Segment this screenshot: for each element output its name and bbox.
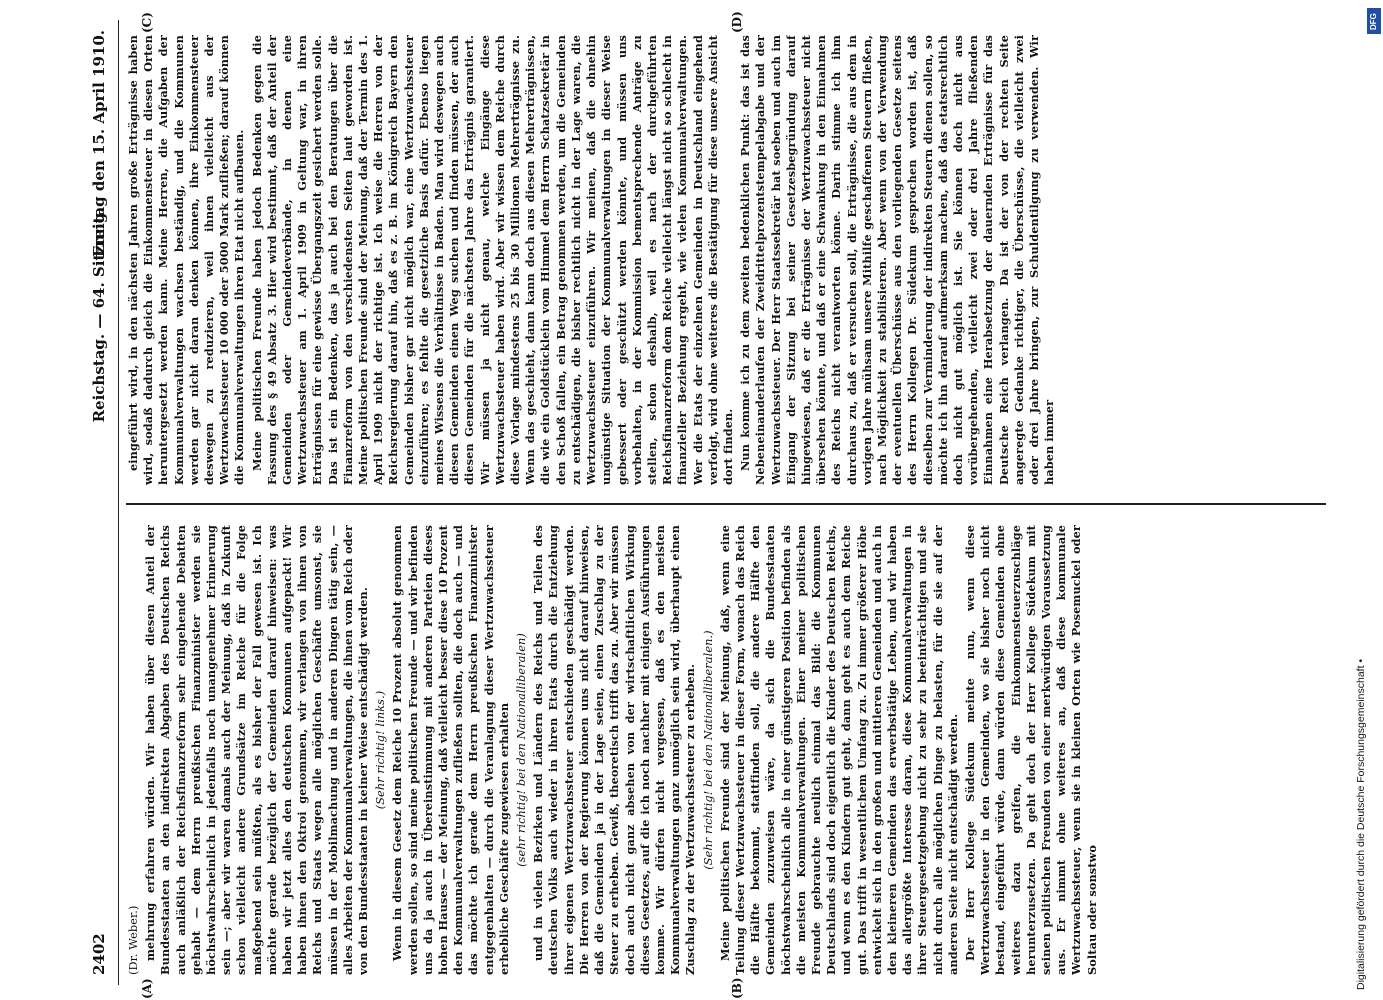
- paragraph: Meine politischen Freunde haben jedoch Bedenken gegen die Fassung des § 49 Absatz 3. Hier wird bestimmt, daß der Anteil der Gemeinden oder Gemeindeverbände, in denen eine Wertzuwachssteuer am 1. April 1909 in Geltung war, in ihren Erträgnissen für eine gewisse Übergangszeit gesichert werden solle. Das ist ein Bedenken, das ja auch bei den Beratungen über die Finanzreform von den verschiedensten Seiten laut geworden ist. Meine politischen Freunde sind der Meinung, daß der Termin des 1. April 1909 nicht der richtige ist. Ich weise die Herren von der Reichsregierung darauf hin, daß es z. B. im Königreich Bayern den Gemeinden bisher gar nicht möglich war, eine Wertzuwachssteuer einzuführen; es fehlte die gesetzliche Basis dafür. Ebenso liegen meines Wissens die Verhältnisse in Baden. Man wird deswegen auch diesen Gemeinden einen Weg suchen und finden müssen, der auch diesen Gemeinden für die nächsten Jahre das Erträgnis garantiert. Wir müssen ja nicht genau, welche Eingänge diese Wertzuwachssteuer haben wird. Aber wir wissen dem Reiche durch diese Vorlage mindestens 25 bis 30 Millionen Mehrerträgnisse zu. Wenn das geschieht, dann kann doch aus diesen Mehrerträgnissen, die wie ein Goldstücklein vom Himmel dem Herrn Schatzsekretär in den Schoß fallen, ein Betrag genommen werden, um die Gemeinden zu entschädigen, die bisher rechtlich nicht in der Lage waren, die Wertzuwachssteuer einzuführen. Wir meinen, daß die ohnehin ungünstige Situation der Kommunalverwaltungen in dieser Weise gebessert oder geschützt werden könnte, und müssen uns vorbehalten, in der Kommission bementsprechende Anträge zu stellen, schon deshalb, weil es nach der durchgeführten Reichsfinanzreform dem Reiche vielleicht längst nicht so schlecht in finanzieller Beziehung ergeht, wie vielen Kommunalverwaltungen. Wer die Etats der einzelnen Gemeinden in Deutschland eingehend verfolgt, wird ohne weiteres die Bestätigung für diese unsere Ansicht dort finden.: [249, 35, 735, 485]
- dfg-logo-text: DFG: [1369, 13, 1378, 30]
- paragraph: Wenn in diesem Gesetz dem Reiche 10 Prozent absolut genommen werden sollen, so sind meine politischen Freunde — und wir befinden uns da ja auch in Übereinstimmung mit anderen Parteien dieses hohen Hauses — der Meinung, daß vielleicht besser diese 10 Prozent den Kommunalverwaltungen zufließen sollten, die doch auch — und das möchte ich gerade dem Herrn preußischen Finanzminister entgegenhalten — durch die Veranlagung dieser Wertzuwachssteuer erhebliche Geschäfte zugewiesen erhalten: [390, 525, 511, 975]
- margin-marker-b: (B): [730, 977, 744, 999]
- paragraph: mehrung erfahren würden. Wir haben über diesen Anteil der Bundesstaaten an den indirekten Abgaben des Deutschen Reichs auch anläßlich der Reichsfinanzreform sehr eingehende Debatten gehabt — dem Herrn preußischen Finanzminister werden sie höchstwahrscheinlich in jedenfalls noch unangenehmer Erinnerung sein —; aber wir waren damals auch der Meinung, daß in Zukunft schon vielleicht andere Grundsätze im Reiche für die Folge maßgebend sein müßten, als es bisher der Fall gewesen ist. Ich möchte gerade bezüglich der Gemeinden darauf hinweisen: was haben wir jetzt alles den deutschen Kommunen aufgepackt! Wir haben ihnen den Oktroi genommen, wir verlangen von ihnen von Reichs und Staats wegen alle möglichen Geschäfte umsonst, sie müssen in der Mobilmachung und in anderen Dingen tätig sein, — alles Arbeiten der Kommunalverwaltungen, die ihnen vom Reich oder von den Bundesstaaten in keiner Weise entschädigt werden.: [143, 525, 371, 975]
- right-column: [126, 35, 1326, 485]
- paragraph: und in vielen Bezirken und Ländern des Reichs und Teilen des deutschen Volks auch wieder in ihren Etats durch die Entziehung ihrer eigenen Wertzuwachssteuer entschieden geschädigt werden. Die Herren von der Regierung können uns nicht darauf hinweisen, daß die Gemeinden ja in der Lage seien, einen Zuschlag zu der Steuer zu erheben. Gewiß, theoretisch trifft das zu. Aber wir müssen doch auch nicht ganz absehen von der wirtschaftlichen Wirkung dieses Gesetzes, auf die ich noch nachher mit einigen Ausführungen komme. Wir dürfen nicht vergessen, daß es den meisten Kommunalverwaltungen ganz unmöglich sein wird, überhaupt einen Zuschlag zu der Wertzuwachssteuer zu erheben.: [531, 525, 698, 975]
- paragraph: Der Herr Kollege Südekum meinte nun, wenn diese Wertzuwachssteuer in den Gemeinden, wo sie bisher noch nicht bestand, eingeführt würde, dann würden diese Gemeinden ohne weiteres dazu greifen, die Einkommensteuerzuschläge herunterzusetzen. Da geht doch der Herr Kollege Südekum mit seinen politischen Freunden von einer merkwürdigen Voraussetzung aus. Er nimmt ohne weiteres an, daß diese kommunale Wertzuwachssteuer, wenn sie in kleinen Orten wie Posemuckel oder Soltau oder sonstwo: [962, 525, 1099, 975]
- speaker-label: (Dr. Weber.): [127, 905, 140, 975]
- paragraph: Meine politischen Freunde sind der Meinung, daß, wenn eine Teilung dieser Wertzuwachssteuer in dieser Form, wonach das Reich die Hälfte bekommt, stattfinden soll, die andere Hälfte den Gemeinden zuzuweisen wäre, da sich die Bundesstaaten höchstwahrscheinlich alle in einer günstigeren Position befinden als die meisten Kommunalverwaltungen. Einer meiner politischen Freunde gebrauchte neulich einmal das Bild: die Kommunen Deutschlands sind doch eigentlich die Kinder des Deutschen Reichs, und wenn es den Kindern gut geht, dann geht es auch dem Reiche gut. Das trifft in wesentlichem Umfang zu. Zu immer größerer Höhe entwickelt sich in den großen und mittleren Gemeinden und auch in den kleineren Gemeinden das erwerbstätige Leben, und wir haben das allergrößte Interesse daran, diese Kommunalverwaltungen in ihrer Steuergesetzgebung nicht zu sehr zu beeinträchtigen und sie nicht durch alle möglichen Dinge zu belasten, für die sie auf der anderen Seite nicht entschädigt werden.: [717, 525, 960, 975]
- column-divider: [126, 503, 1326, 505]
- digitization-credit: [1355, 10, 1371, 990]
- interjection: (sehr richtig! bei den Nationalliberalen): [515, 633, 529, 867]
- page-number: 2402: [90, 933, 108, 975]
- left-column: [126, 525, 1326, 975]
- session-date: Freitag den 15. April 1910.: [90, 30, 108, 257]
- margin-marker-a: (A): [140, 978, 154, 999]
- paragraph: eingeführt wird, in den nächsten Jahren große Erträgnisse haben wird, sodaß dadurch gleich die Einkommensteuer in diesen Orten heruntergesetzt werden kann. Meine Herren, die Aufgaben der Kommunalverwaltungen wachsen beständig, und die Kommunen werden gar nicht daran denken können, ihre Einkommensteuer deswegen zu reduzieren, weil ihnen vielleicht aus der Wertzuwachssteuer 10 000 oder 5000 Mark zufließen; darauf können die Kommunalverwaltungen ihren Etat nicht aufbauen.: [126, 35, 247, 485]
- paragraph: Nun komme ich zu dem zweiten bedenklichen Punkt: das ist das Nebeneinanderlaufen der Zweidrittelprozentstempelabgabe und der Wertzuwachssteuer. Der Herr Staatssekretär hat soeben und auch im Eingang der Sitzung bei seiner Gesetzesbegründung darauf hingewiesen, daß er die Erträgnisse der Wertzuwachssteuer nicht übersehen könnte, und daß er eine Schwankung in den Einnahmen des Reichs nicht verantworten könne. Darin stimme ich ihm durchaus zu, daß er versuchen soll, die Erträgnisse, die aus dem in vorigen Jahre mühsam unsere Mithilfe geschaffenen Steuern fließen, nach Möglichkeit zu stabilisieren. Aber wenn von der Verwendung der eventuellen Überschüsse aus den vorliegenden Gesetze seitens des Herrn Kollegen Dr. Südekum gesprochen worden ist, daß dieselben zur Verminderung der indirekten Steuern dienen sollen, so möchte ich ihn darauf aufmerksam machen, daß das etatsrechtlich doch nicht gut möglich ist. Sie können doch nicht aus vorübergehenden, vielleicht zwei oder drei Jahre fließenden Einnahmen eine Herabsetzung der dauernden Erträgnisse für das Deutsche Reich verlangen. Da ist der von der rechten Seite angeregte Gedanke richtiger, die Überschüsse, die vielleicht zwei oder drei Jahre bringen, zur Schuldentilgung zu verwenden. Wir haben immer: [738, 35, 1057, 485]
- rotated-page: [80, 11, 1340, 999]
- margin-marker-c: (C): [140, 12, 154, 33]
- interjection: (Sehr richtig! links.): [374, 690, 388, 810]
- credit-text: Digitalisierung gefördert durch die Deutsche Forschungsgemeinschaft •: [1355, 658, 1367, 990]
- interjection: (Sehr richtig! bei den Nationalliberalen.): [701, 630, 715, 870]
- page-header: [80, 20, 120, 985]
- running-title: Reichstag. — 64. Sitzung.: [90, 207, 108, 423]
- margin-marker-d: (D): [730, 11, 744, 33]
- header-rule: [118, 20, 119, 985]
- dfg-logo: [1367, 8, 1381, 34]
